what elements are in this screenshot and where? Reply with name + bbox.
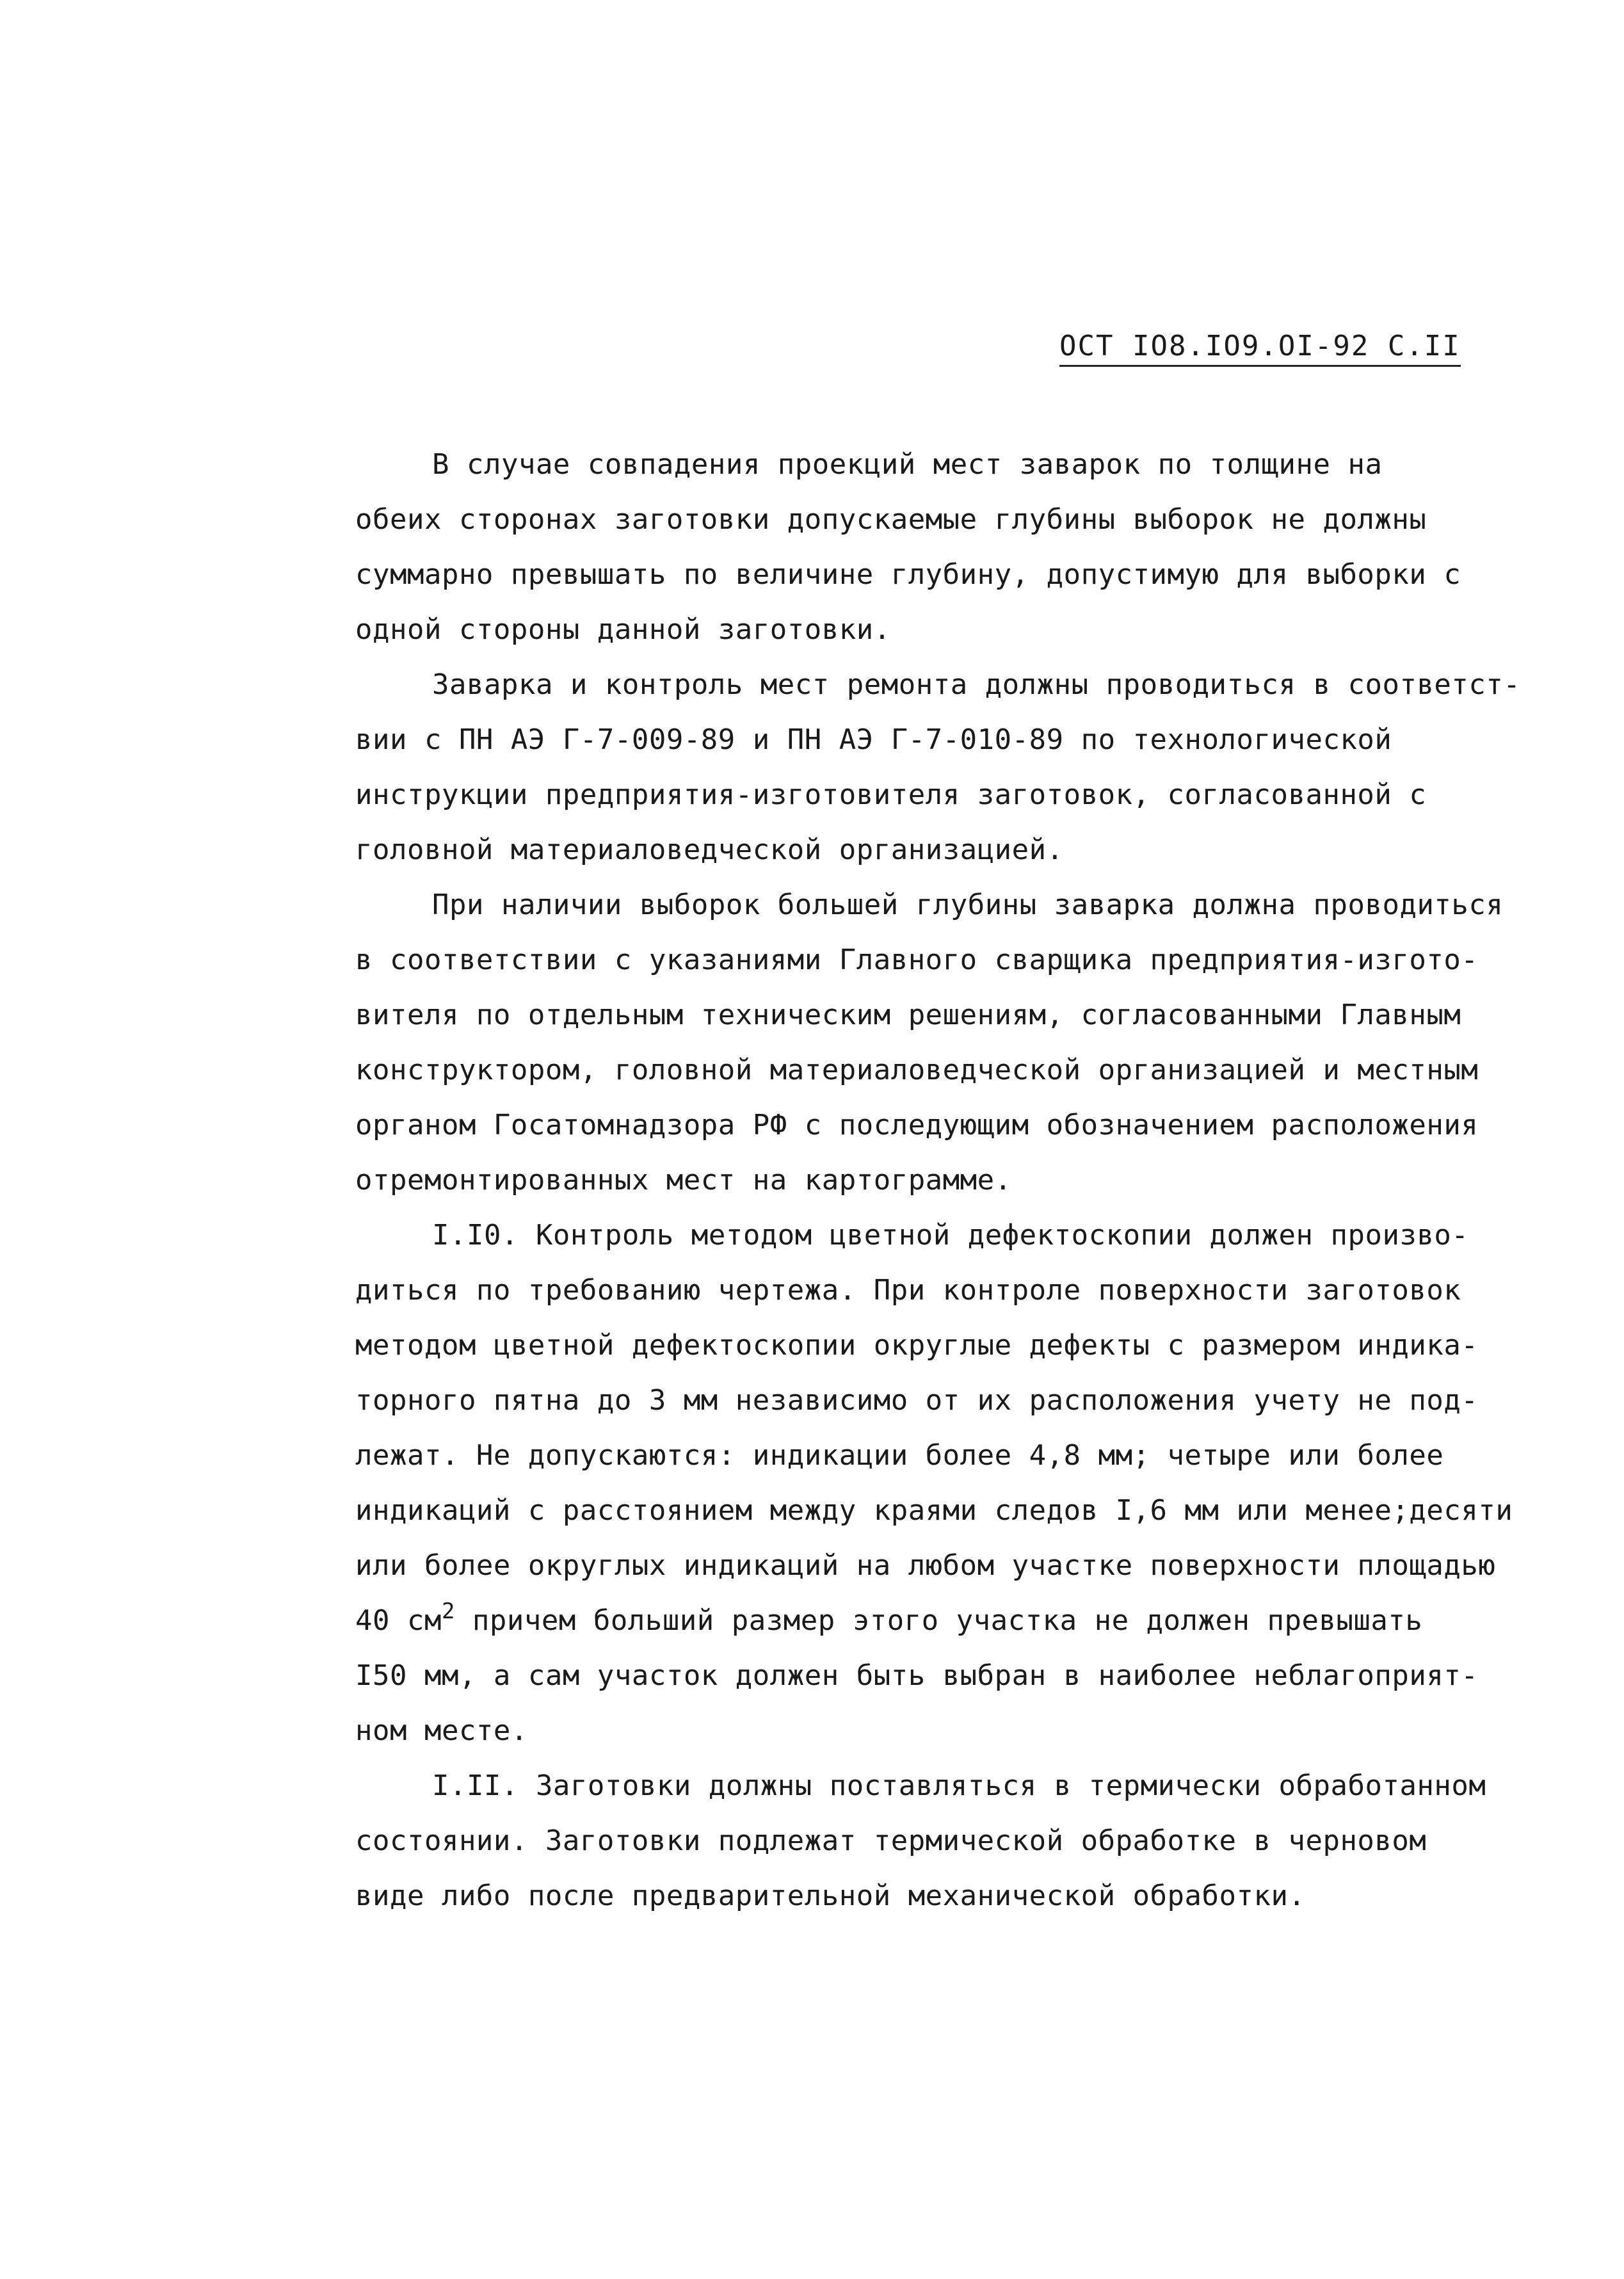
paragraph-1-line-1: В случае совпадения проекций мест заварок по толщине на [432,448,1383,481]
paragraph-4-line-10: ном месте. [355,1714,528,1747]
paragraph-5-line-1: I.II. Заготовки должны поставляться в термически обработанном [432,1769,1486,1802]
paragraph-2-line-2: вии с ПН АЭ Г-7-009-89 и ПН АЭ Г-7-010-89 по технологической [355,723,1392,756]
paragraph-2-line-4: головной материаловедческой организацией. [355,833,1064,866]
document-reference-header: ОСТ IO8.IO9.OI-92 С.II [1059,330,1461,367]
paragraph-5-line-3: виде либо после предварительной механической обработки. [355,1880,1306,1912]
paragraph-1-line-4: одной стороны данной заготовки. [355,613,891,646]
paragraph-4-line-1: I.I0. Контроль методом цветной дефектоскопии должен произво- [432,1219,1469,1252]
paragraph-4-line-8 [355,1599,1423,1639]
area-exponent: 2 [441,1599,455,1624]
paragraph-4-line-4: торного пятна до 3 мм независимо от их расположения учету не под- [355,1384,1479,1417]
paragraph-3-line-5: органом Госатомнадзора РФ с последующим обозначением расположения [355,1109,1479,1141]
paragraph-4-line-7: или более округлых индикаций на любом участке поверхности площадью [355,1549,1496,1582]
paragraph-3-line-3: вителя по отдельным техническим решениям, согласованными Главным [355,999,1461,1031]
paragraph-3-line-6: отремонтированных мест на картограмме. [355,1164,1012,1196]
area-value: 40 см [355,1604,442,1637]
paragraph-4-line-2: диться по требованию чертежа. При контроле поверхности заготовок [355,1274,1461,1307]
paragraph-2-line-3: инструкции предприятия-изготовителя заготовок, согласованной с [355,778,1427,811]
paragraph-3-line-1: При наличии выборок большей глубины заварка должна проводиться [432,889,1504,921]
paragraph-3-line-2: в соответствии с указаниями Главного сварщика предприятия-изгото- [355,944,1479,976]
area-rest: причем больший размер этого участка не должен превышать [454,1604,1423,1637]
paragraph-4-line-5: лежат. Не допускаются: индикации более 4,8 мм; четыре или более [355,1439,1444,1472]
paragraph-3-line-4: конструктором, головной материаловедческой организацией и местным [355,1054,1479,1086]
paragraph-2-line-1: Заварка и контроль мест ремонта должны проводиться в соответст- [432,668,1521,701]
paragraph-4-line-9: I50 мм, а сам участок должен быть выбран в наиболее неблагоприят- [355,1659,1479,1692]
paragraph-1-line-3: суммарно превышать по величине глубину, допустимую для выборки с [355,558,1461,591]
paragraph-5-line-2: состоянии. Заготовки подлежат термической обработке в черновом [355,1824,1427,1857]
paragraph-4-line-3: методом цветной дефектоскопии округлые дефекты с размером индика- [355,1329,1479,1362]
paragraph-4-line-6: индикаций с расстоянием между краями следов I,6 мм или менее;десяти [355,1494,1513,1527]
paragraph-1-line-2: обеих сторонах заготовки допускаемые глубины выборок не должны [355,503,1427,536]
